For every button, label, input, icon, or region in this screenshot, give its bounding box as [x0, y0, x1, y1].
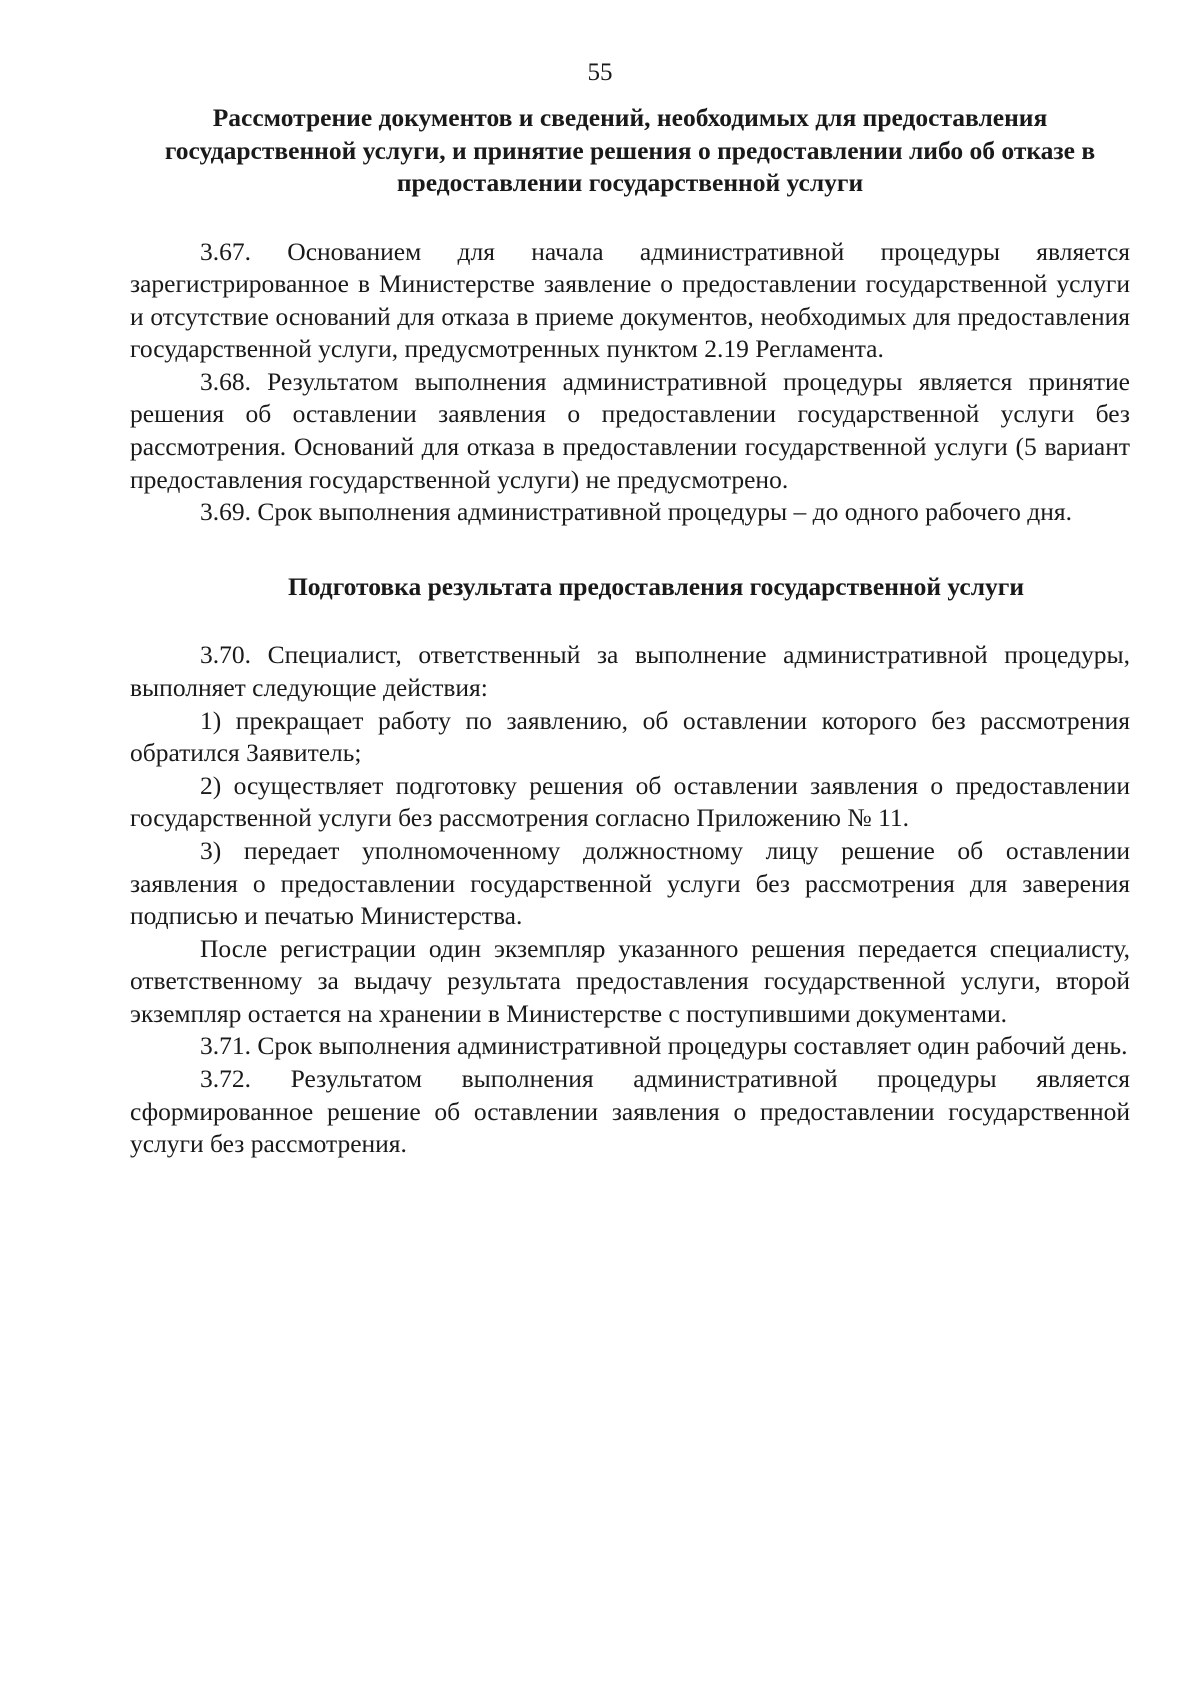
paragraph-3-71: 3.71. Срок выполнения административной процедуры составляет один рабочий день. [200, 1031, 1128, 1061]
paragraph-item-2: 2) осуществляет подготовку решения об оставлении заявления о предоставлении государственной услуги без рассмотрения согласно Приложению № 11. [130, 770, 1130, 833]
section-heading-review: Рассмотрение документов и сведений, необходимых для предоставления государственной услуги, и принятие решения о предоставлении либо об отказе в предоставлении государственной услуги [164, 103, 1096, 197]
paragraph-3-67: 3.67. Основанием для начала административной процедуры является зарегистрированное в Министерстве заявление о предоставлении государственной услуги и отсутствие оснований для отказа в приеме документов, необходимых для предоставления государственной услуги, предусмотренных пунктом 2.19 Регламента. [130, 236, 1130, 364]
paragraph-item-1: 1) прекращает работу по заявлению, об оставлении которого без рассмотрения обратился Заявитель; [130, 705, 1130, 768]
page-number: 55 [587, 59, 613, 86]
paragraph-3-72: 3.72. Результатом выполнения административной процедуры является сформированное решение об оставлении заявления о предоставлении государственной услуги без рассмотрения. [130, 1064, 1130, 1159]
document-body [130, 102, 1130, 1161]
section-heading-preparation: Подготовка результата предоставления государственной услуги [287, 571, 1025, 601]
paragraph-3-68: 3.68. Результатом выполнения административной процедуры является принятие решения об оставлении заявления о предоставлении государственной услуги без рассмотрения. Оснований для отказа в предоставлении государственной услуги (5 вариант предоставления государственной услуги) не предусмотрено. [130, 366, 1130, 494]
paragraph-after-registration: После регистрации один экземпляр указанного решения передается специалисту, ответственному за выдачу результата предоставления государственной услуги, второй экземпляр остается на хранении в Министерстве с поступившими документами. [130, 933, 1130, 1028]
paragraph-item-3: 3) передает уполномоченному должностному лицу решение об оставлении заявления о предоставлении государственной услуги без рассмотрения для заверения подписью и печатью Министерства. [130, 835, 1130, 931]
paragraph-3-69: 3.69. Срок выполнения административной процедуры – до одного рабочего дня. [200, 497, 1073, 527]
paragraph-3-70: 3.70. Специалист, ответственный за выполнение административной процедуры, выполняет следующие действия: [130, 640, 1130, 702]
